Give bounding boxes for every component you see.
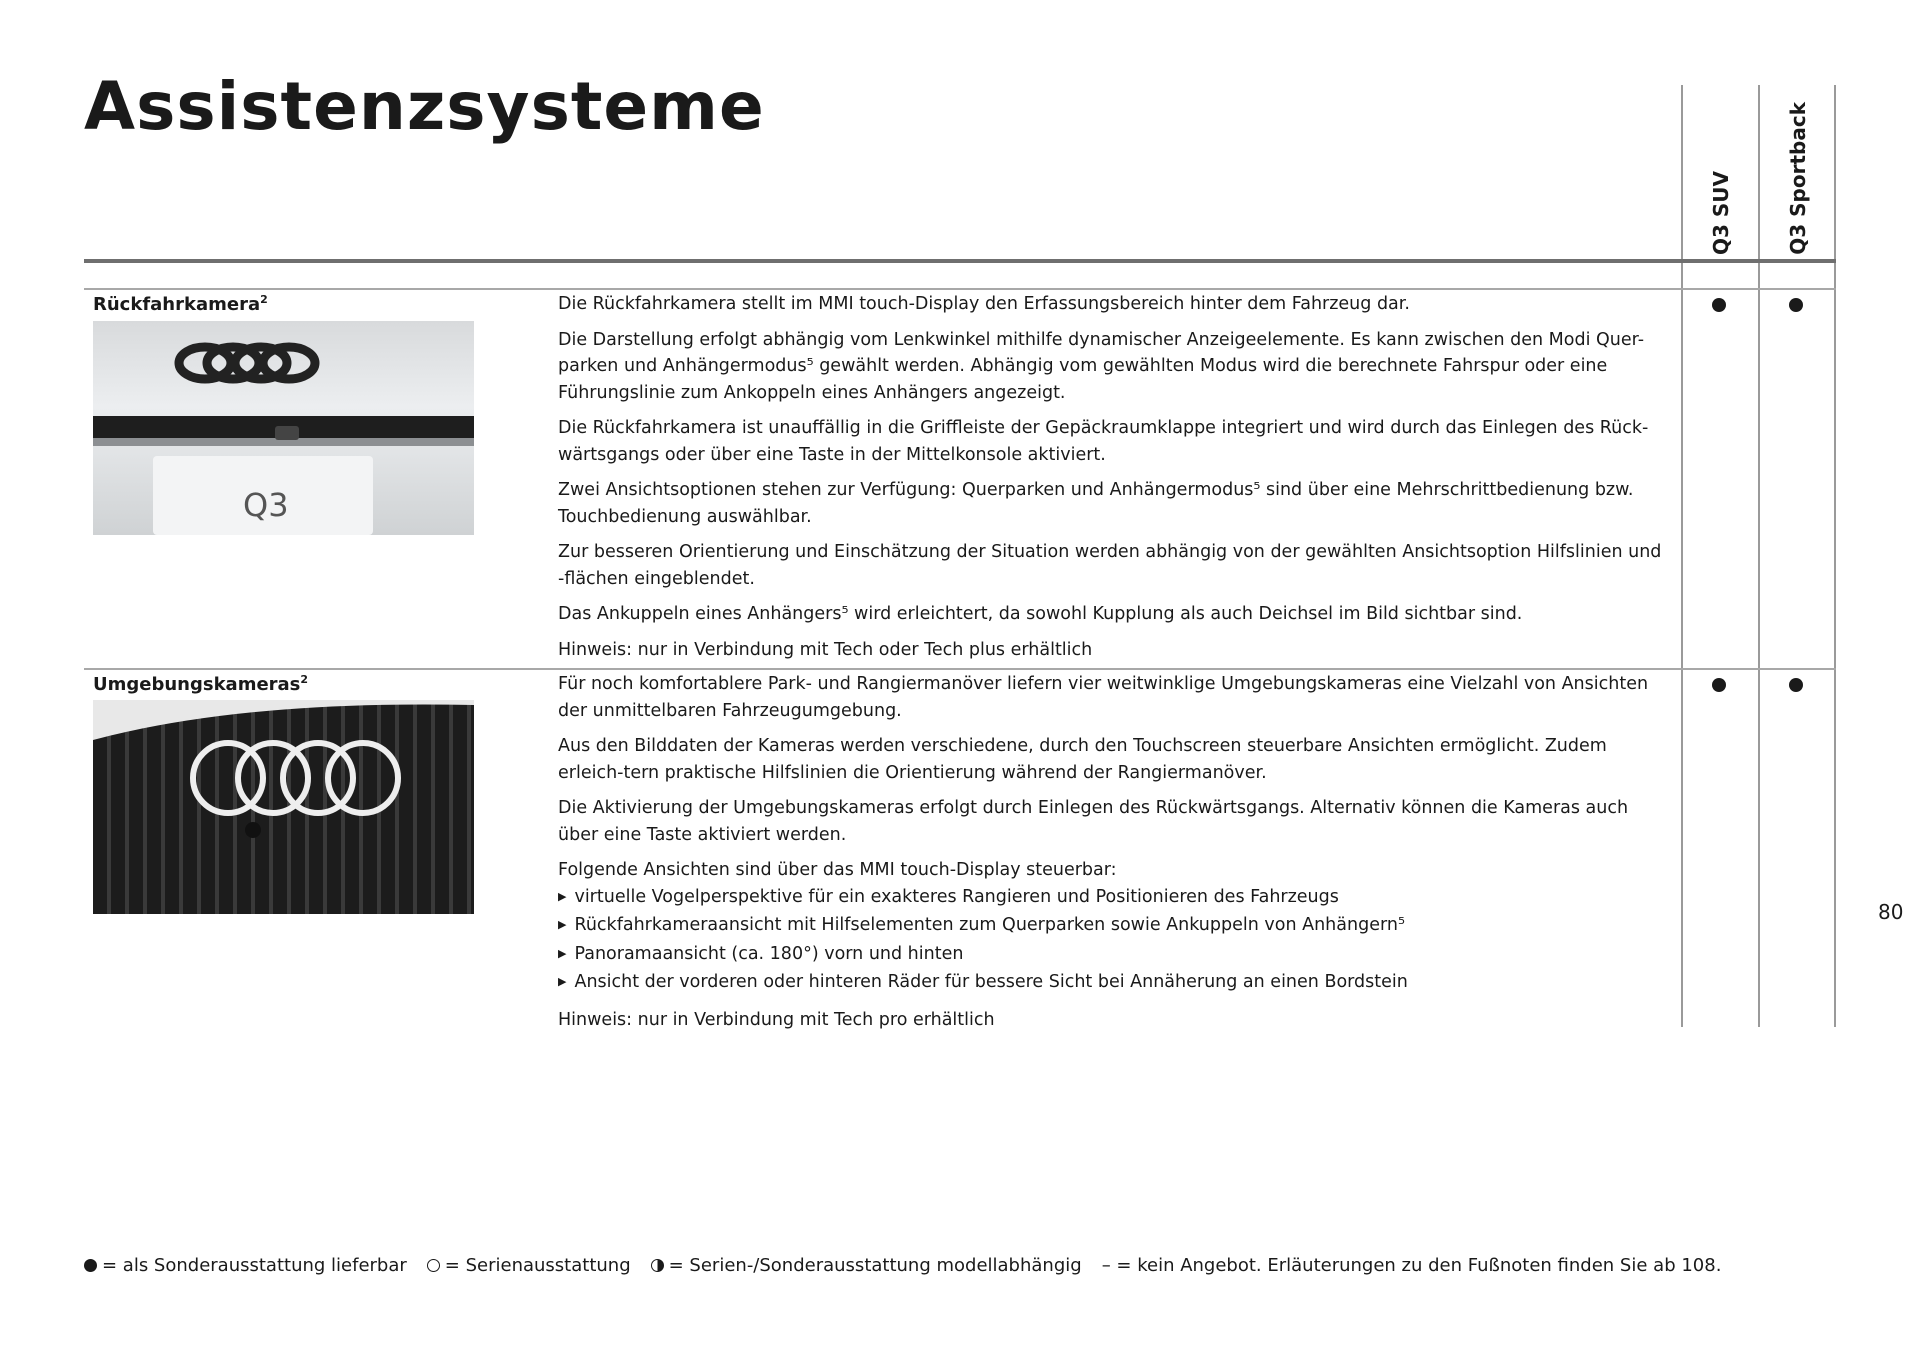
paragraph: Für noch komfortablere Park- und Rangiermanöver liefern vier weitwinklige Umgebungskameras eine Vielzahl von Ansichten der unmittelbaren Fahrzeugumgebung.: [558, 674, 1649, 721]
paragraph: Zur besseren Orientierung und Einschätzung der Situation werden abhängig von der gewählten Ansichtsoption Hilfslinien und -flächen eingeblendet.: [558, 542, 1662, 589]
legend-item: [84, 1255, 407, 1276]
paragraph: Die Darstellung erfolgt abhängig vom Lenkwinkel mithilfe dynamischer Anzeigeelemente. Es kann zwischen den Modi Quer-parken und Anhängermodus⁵ gewählt werden. Abhängig vom gewählten Modus wird die berechnete Fahrspur oder eine Führungslinie zum Ankoppeln eines Anhängers angezeigt.: [558, 329, 1645, 403]
page-title: Assistenzsysteme: [84, 68, 765, 145]
list-item: ▶ Ansicht der vorderen oder hinteren Räder für bessere Sicht bei Annäherung an einen Bordstein: [558, 969, 1668, 998]
availability-dot-q3-sportback: [1789, 678, 1803, 692]
filled-circle-icon: [84, 1259, 97, 1272]
row-label-umgebungskameras: [93, 673, 308, 695]
header-divider: [84, 259, 1836, 263]
legend-item: [427, 1255, 631, 1276]
availability-dot-q3-suv: [1712, 678, 1726, 692]
paragraph: Das Ankuppeln eines Anhängers⁵ wird erleichtert, da sowohl Kupplung als auch Deichsel im Bild sichtbar sind.: [558, 604, 1523, 624]
label-text: Rückfahrkamera: [93, 294, 261, 315]
column-header-label: Q3 Sportback: [1785, 102, 1810, 255]
legend-item: [651, 1255, 1082, 1276]
paragraph: Die Aktivierung der Umgebungskameras erfolgt durch Einlegen des Rückwärtsgangs. Alternativ können die Kameras auch über eine Taste aktiviert werden.: [558, 798, 1629, 845]
surround-camera-image: [93, 700, 474, 914]
note: Hinweis: nur in Verbindung mit Tech oder Tech plus erhältlich: [558, 639, 1093, 660]
rear-camera-image: [93, 321, 474, 535]
legend-item: [1102, 1255, 1722, 1276]
plate-text: Q3: [243, 486, 289, 524]
paragraph: Die Rückfahrkamera stellt im MMI touch-Display den Erfassungsbereich hinter dem Fahrzeug dar.: [558, 294, 1410, 314]
column-header-q3-suv: [1682, 100, 1759, 255]
row-description: [558, 671, 1668, 1042]
legend-text: = Serien-/Sonderausstattung modellabhängig: [668, 1255, 1082, 1276]
footnote: 2: [260, 293, 268, 306]
label-text: Umgebungskameras: [93, 674, 301, 695]
page-number: 80: [1878, 900, 1904, 924]
rear-camera-illustration: [93, 321, 474, 535]
list-item: ▶ virtuelle Vogelperspektive für ein exakteres Rangieren und Positionieren des Fahrzeugs: [558, 884, 1668, 913]
legend-text: = als Sonderausstattung lieferbar: [102, 1255, 407, 1276]
availability-dot-q3-suv: [1712, 298, 1726, 312]
column-header-label: Q3 SUV: [1708, 170, 1733, 255]
list-item: ▶ Panoramaansicht (ca. 180°) vorn und hinten: [558, 941, 1668, 970]
availability-dot-q3-sportback: [1789, 298, 1803, 312]
legend-text: – = kein Angebot. Erläuterungen zu den Fußnoten finden Sie ab 108.: [1101, 1255, 1722, 1276]
paragraph: Folgende Ansichten sind über das MMI touch-Display steuerbar:: [558, 860, 1117, 880]
footnote: 2: [300, 673, 309, 686]
half-circle-icon: [651, 1259, 664, 1272]
paragraph: Zwei Ansichtsoptionen stehen zur Verfügung: Querparken und Anhängermodus⁵ sind über eine Mehrschrittbedienung bzw. Touchbedienung auswählbar.: [558, 480, 1634, 527]
list-item: ▶ Rückfahrkameraansicht mit Hilfselementen zum Querparken sowie Ankuppeln von Anhängern⁵: [558, 912, 1668, 941]
note: Hinweis: nur in Verbindung mit Tech pro erhältlich: [558, 1009, 995, 1030]
views-list: [558, 884, 1668, 998]
legend: [84, 1255, 1721, 1276]
audi-grille-illustration: [93, 700, 474, 914]
legend-text: = Serienausstattung: [444, 1255, 631, 1276]
row-divider: [84, 288, 1836, 290]
row-description: [558, 291, 1668, 672]
row-label-rueckfahrkamera: [93, 293, 268, 315]
paragraph: Aus den Bilddaten der Kameras werden verschiedene, durch den Touchscreen steuerbare Ansichten ermöglicht. Zudem erleich-tern praktische Hilfslinien die Orientierung während der Rangiermanöver.: [558, 736, 1607, 783]
column-header-q3-sportback: [1759, 100, 1836, 255]
empty-circle-icon: [427, 1259, 440, 1272]
paragraph: Die Rückfahrkamera ist unauffällig in die Griffleiste der Gepäckraumklappe integriert und wird durch das Einlegen des Rück-wärtsgangs oder über eine Taste in der Mittelkonsole aktiviert.: [558, 418, 1649, 465]
